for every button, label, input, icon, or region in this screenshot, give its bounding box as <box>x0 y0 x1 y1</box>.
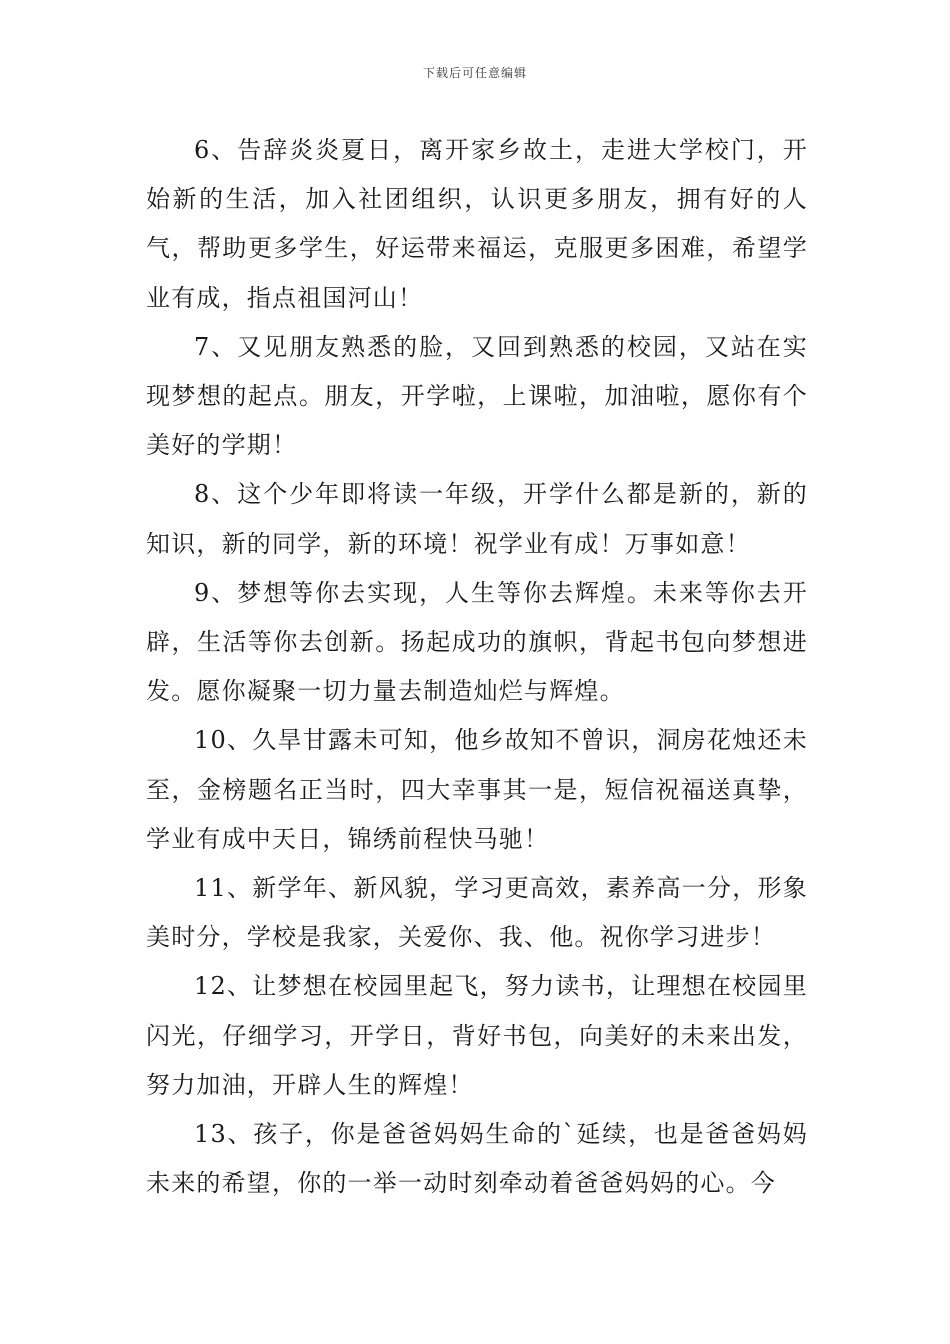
paragraph-8: 8、这个少年即将读一年级，开学什么都是新的，新的知识，新的同学，新的环境！祝学业有成！万事如意！ <box>146 480 808 558</box>
document-body <box>146 126 808 1208</box>
page-header: 下载后可任意编辑 <box>422 66 527 80</box>
paragraph-10: 10、久旱甘露未可知，他乡故知不曾识，洞房花烛还未至，金榜题名正当时，四大幸事其一是，短信祝福送真挚，学业有成中天日，锦绣前程快马驰！ <box>146 726 808 853</box>
paragraph-6: 6、告辞炎炎夏日，离开家乡故土，走进大学校门，开始新的生活，加入社团组织，认识更多朋友，拥有好的人气，帮助更多学生，好运带来福运，克服更多困难，希望学业有成，指点祖国河山！ <box>146 136 808 312</box>
paragraph-11: 11、新学年、新风貌，学习更高效，素养高一分，形象美时分，学校是我家，关爱你、我、他。祝你学习进步！ <box>146 874 808 952</box>
paragraph-13: 13、孩子，你是爸爸妈妈生命的`延续，也是爸爸妈妈未来的希望，你的一举一动时刻牵动着爸爸妈妈的心。今 <box>146 1120 808 1198</box>
paragraph-12: 12、让梦想在校园里起飞，努力读书，让理想在校园里闪光，仔细学习，开学日，背好书包，向美好的未来出发，努力加油，开辟人生的辉煌！ <box>146 972 808 1099</box>
paragraph-9: 9、梦想等你去实现，人生等你去辉煌。未来等你去开辟，生活等你去创新。扬起成功的旗帜，背起书包向梦想进发。愿你凝聚一切力量去制造灿烂与辉煌。 <box>146 578 808 706</box>
paragraph-7: 7、又见朋友熟悉的脸，又回到熟悉的校园，又站在实现梦想的起点。朋友，开学啦，上课啦，加油啦，愿你有个美好的学期！ <box>146 332 808 460</box>
